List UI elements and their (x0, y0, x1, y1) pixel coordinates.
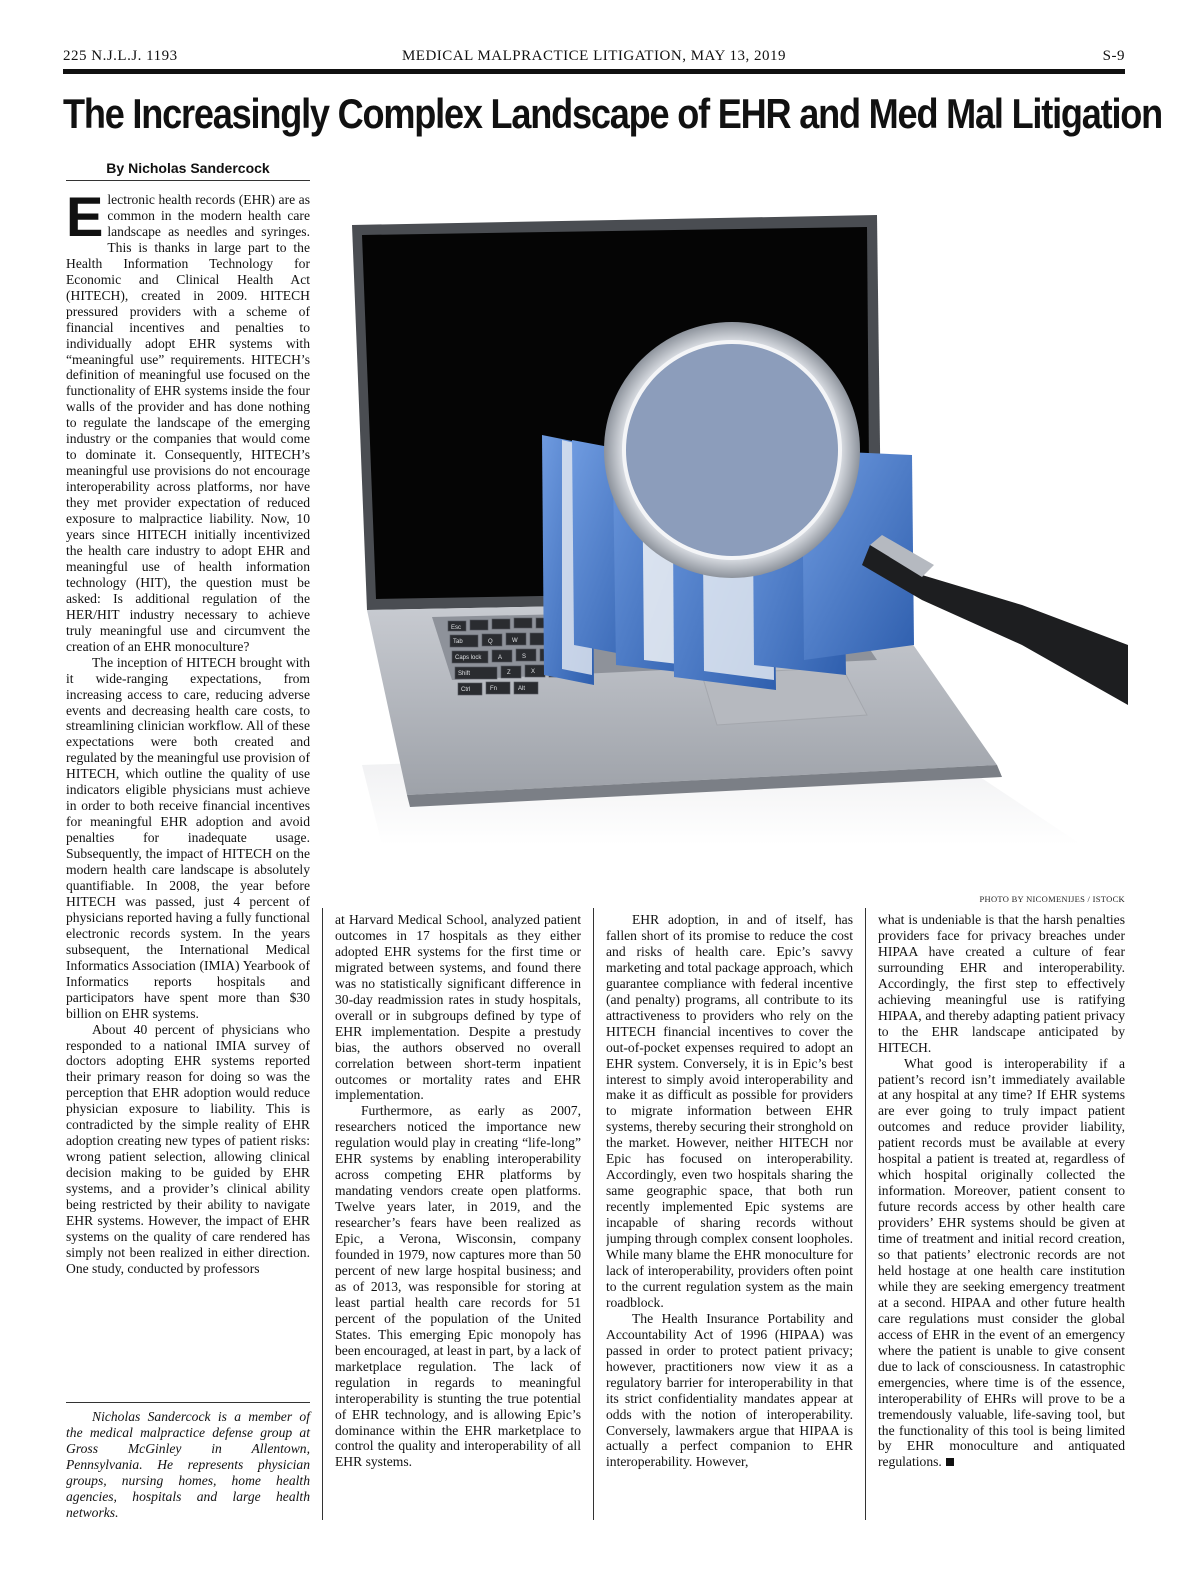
laptop-magnifier-photo (322, 205, 1128, 891)
paragraph: What good is interoperability if a patient’s record isn’t immediately available at any hospital at any time? If EHR systems are ever going to truly impact patient outcomes and reduce provider liability, patient records must be available at every hospital a patient is treated at, regardless of which hospital originally collected the information. Moreover, patient consent to future records access by other health care providers’ EHR systems should be given at time of treatment and initial record creation, so that patients’ electronic records are not held hostage at one health care institution while they are seeking emergency treatment at a second. HIPAA and other future health care regulations must consider the global access of EHR in the event of an emergency where the patient is unable to give consent due to lack of consciousness. In catastrophic emergencies, where time is of the essence, interoperability of EHRs will prove to be a tremendously valuable, life-saving tool, but the functionality of this tool is being limited by EHR monoculture and antiquated regulations. (878, 1055, 1125, 1470)
page-number: S-9 (1102, 48, 1125, 64)
key-caps: Caps lock (455, 655, 482, 661)
headline: The Increasingly Complex Landscape of EHR and Med Mal Litigation (63, 90, 1163, 137)
key-w: W (512, 638, 518, 644)
paragraph: what is undeniable is that the harsh penalties providers face for privacy breaches under HIPAA have created a culture of fear surrounding EHR and interoperability. Accordingly, the first step to effectively achieving meaningful use is ratifying HIPAA, and thereby adapting patient privacy to the EHR landscape anticipated by HITECH. (878, 912, 1125, 1055)
article-column-1 (66, 192, 310, 1412)
key-a: A (498, 655, 503, 661)
byline-rule (66, 180, 310, 181)
paragraph: EHR adoption, in and of itself, has fallen short of its promise to reduce the cost and risks of health care. Epic’s savvy marketing and total package approach, which guarantee compliance with federal incentive (and penalty) programs, all contribute to its attractiveness to providers who rely on the HITECH financial incentives to cover the out-of-pocket expenses required to adopt an EHR system. Conversely, it is in Epic’s best interest to simply avoid interoperability and make it as difficult as possible for providers to migrate information between EHR systems, thereby securing their stronghold on the market. However, neither HITECH nor Epic has focused on interoperability. Accordingly, even two hospitals sharing the same geographic space, that both run recently implemented Epic systems are incapable of sharing records without jumping through complex consent loopholes. While many blame the EHR monoculture for lack of interoperability, providers often point to the current regulation system as the main roadblock. (606, 912, 853, 1310)
article-column-3 (606, 912, 853, 1522)
article-column-2 (335, 912, 581, 1522)
drop-cap: E (66, 192, 104, 248)
key-shift: Shift (458, 671, 471, 677)
key-q: Q (488, 639, 493, 645)
paragraph: Electronic health records (EHR) are as common in the modern health care landscape as needles and syringes. This is thanks in large part to the Health Information Technology for Economic and Clinical Health Act (HITECH), created in 2009. HITECH pressured providers with a scheme of financial incentives and penalties to individually adopt EHR systems with “meaningful use” requirements. HITECH’s definition of meaningful use focused on the functionality of EHR systems inside the four walls of the provider and has done nothing to regulate the landscape of the emerging industry or the companies that would come to dominate it. Consequently, HITECH’s meaningful use provisions do not encourage interoperability across platforms, nor have they met provider expectation of reduced exposure to malpractice liability. Now, 10 years since HITECH initially incentivized the health care industry to adopt EHR and meaningful use of health information technology (HIT), the question must be asked: Is additional regulation of the HER/HIT industry necessary to achieve truly meaningful use and circumvent the creation of an EHR monoculture? (66, 192, 310, 654)
key-tab: Tab (453, 639, 463, 645)
header-rule (63, 69, 1125, 74)
paragraph: Furthermore, as early as 2007, researchers noticed the importance new regulation would play in creating “life-long” EHR systems by enabling interoperability across competing EHR platforms by mandating vendors create open platforms. Twelve years later, in 2019, and the researcher’s fears have been realized as Epic, a Verona, Wisconsin, company founded in 1979, now captures more than 50 percent of new large hospital business; and as of 2013, was responsible for storing at least partial health care records for 51 percent of the population of the United States. This emerging Epic monopoly has been encouraged, at least in part, by a lack of marketplace regulation. The lack of regulation in regards to meaningful interoperability is stunting the true potential of EHR technology, and is allowing Epic’s dominance within the EHR marketplace to control the quality and interoperability of all EHR systems. (335, 1103, 581, 1470)
bio-rule (66, 1402, 310, 1403)
photo-credit: PHOTO BY NICOMENIJES / ISTOCK (979, 894, 1125, 904)
paragraph: The inception of HITECH brought with it wide-ranging expectations, from increasing access to care, reducing adverse events and decreasing health care costs, to streamlining clinician workflow. All of these expectations were both created and regulated by the meaningful use provision of HITECH, which outline the quality of use indicators eligible physicians must achieve in order to both receive financial incentives for meaningful EHR adoption and avoid penalties for inadequate usage. Subsequently, the impact of HITECH on the modern health care landscape is absolutely quantifiable. In 2008, the year before HITECH was passed, just 4 percent of physicians reported having a fully functional electronic records system. In the years subsequent, the International Medical Informatics Association (IMIA) Yearbook of Informatics reports hospitals and participators have spent more than $30 billion on EHR systems. (66, 654, 310, 1021)
key-fn: Fn (490, 686, 498, 692)
key-s: S (522, 654, 527, 660)
key-esc: Esc (451, 625, 462, 631)
key-z: Z (507, 670, 511, 676)
key-alt: Alt (518, 686, 526, 692)
paragraph: About 40 percent of physicians who responded to a national IMIA survey of doctors adopting EHR systems reported their primary reason for doing so was the perception that EHR adoption would reduce physician exposure to liability. This is contradicted by the simple reality of EHR adoption creating new types of patient risks: wrong patient selection, allowing clinical decision making to be guided by EHR systems, and a provider’s clinical ability being restricted by their ability to navigate EHR systems. However, the impact of EHR systems on the quality of care rendered has simply not been realized in either direction. One study, conducted by professors (66, 1021, 310, 1276)
author-bio: Nicholas Sandercock is a member of the medical malpractice defense group at Gross McGinley in Allentown, Pennsylvania. He represents physician groups, nursing homes, home health agencies, hospitals and large health networks. (66, 1409, 310, 1520)
column-divider (322, 908, 323, 1520)
citation: 225 N.J.L.J. 1193 (63, 48, 178, 64)
end-mark-icon (946, 1458, 954, 1466)
column-divider (593, 908, 594, 1520)
byline: By Nicholas Sandercock (106, 160, 270, 176)
column-divider (865, 908, 866, 1520)
paragraph: at Harvard Medical School, analyzed patient outcomes in 17 hospitals as they either adopted EHR systems for the first time or migrated between systems, and found there was no statistically significant difference in 30-day readmission rates in study hospitals, overall or in subgroups defined by type of EHR implementation. Despite a prestudy bias, the authors observed no overall correlation between short-term inpatient outcomes or mortality rates and EHR implementation. (335, 912, 581, 1103)
key-x: X (531, 669, 536, 675)
section-date: MEDICAL MALPRACTICE LITIGATION, MAY 13, 2019 (401, 48, 787, 64)
paragraph: The Health Insurance Portability and Accountability Act of 1996 (HIPAA) was passed in order to protect patient privacy; however, practitioners now view it as a regulatory barrier for interoperability in that its strict confidentiality mandates appear at odds with the notion of interoperability. Conversely, lawmakers argue that HIPAA is actually a perfect companion to EHR interoperability. However, (606, 1310, 853, 1470)
article-column-4 (878, 912, 1125, 1532)
key-ctrl: Ctrl (461, 687, 471, 693)
